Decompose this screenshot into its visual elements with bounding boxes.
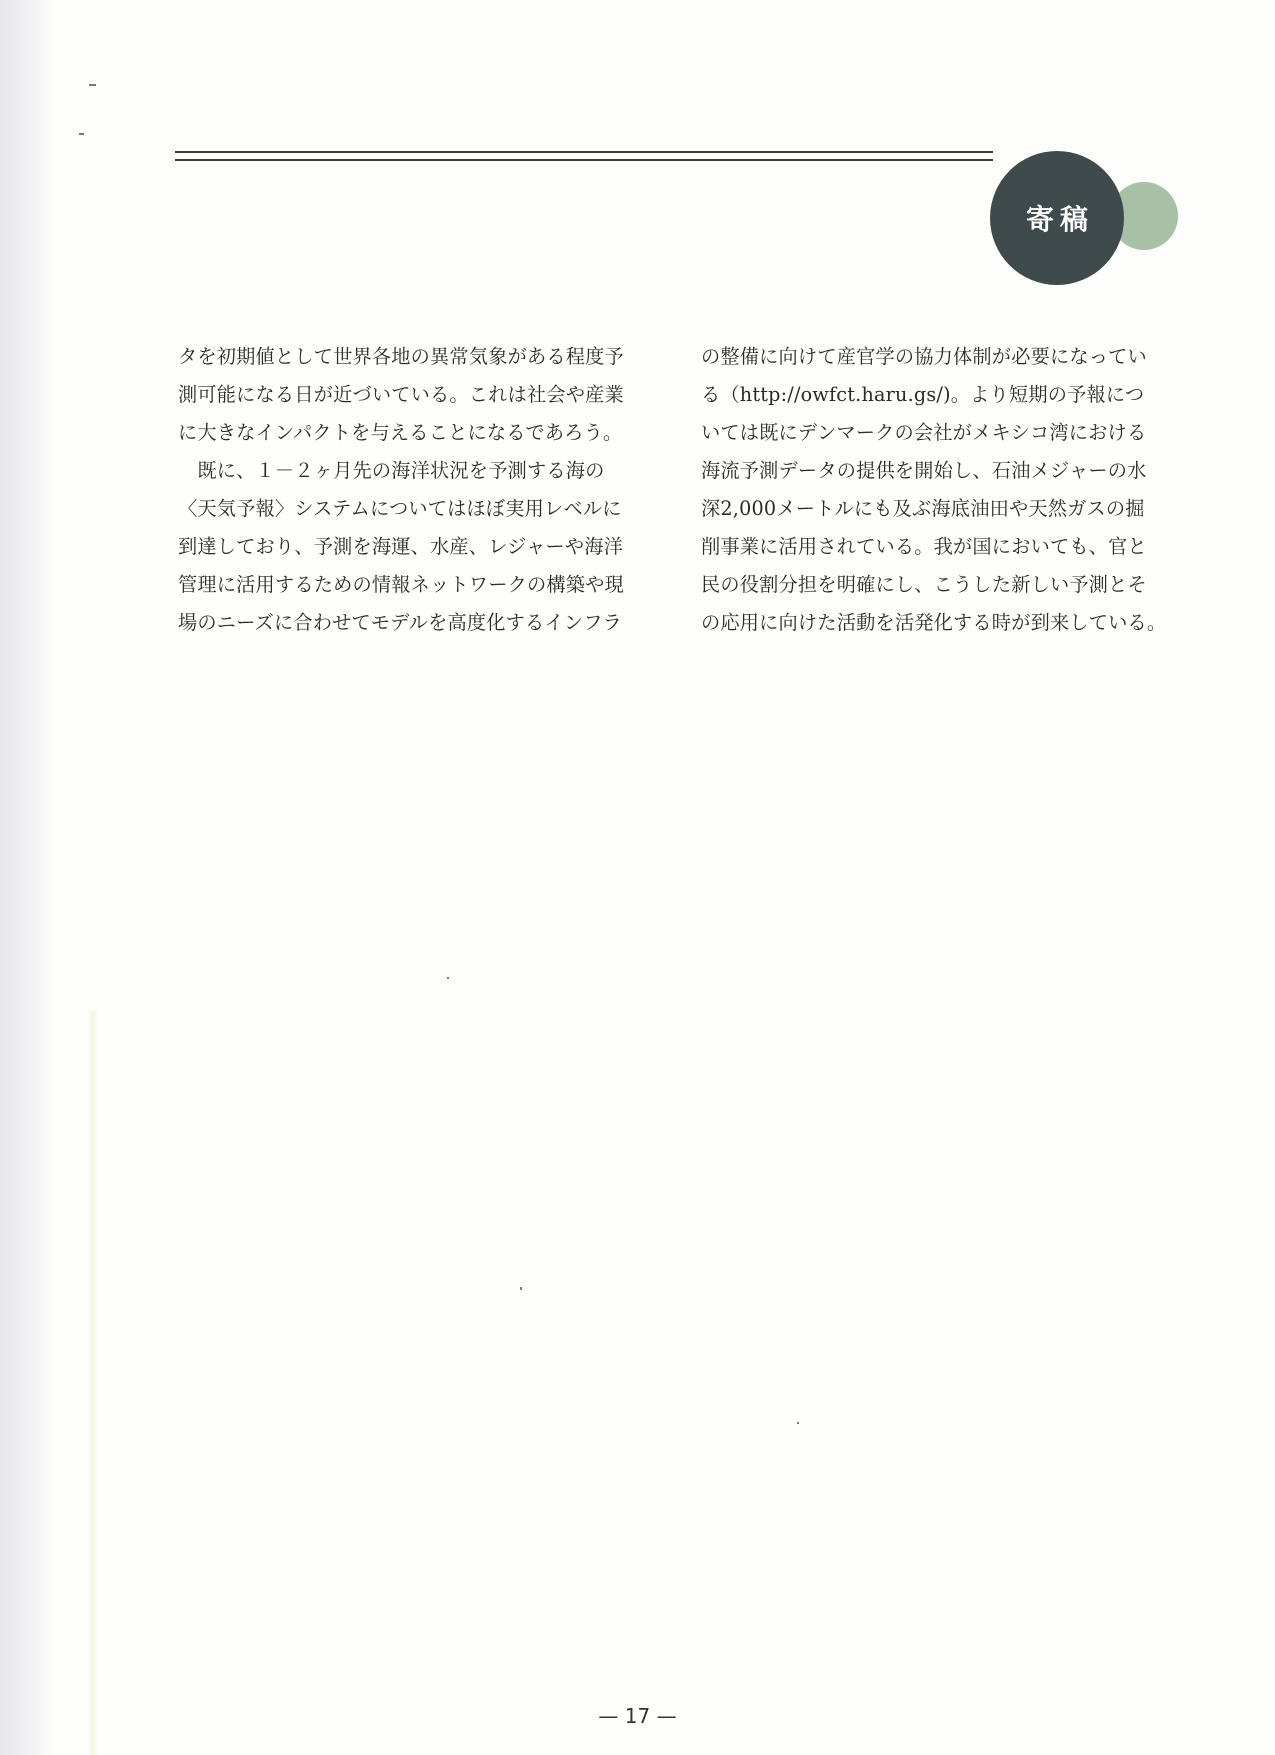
text-line: 場のニーズに合わせてモデルを高度化するインフラ [178,611,622,634]
article-column-left [178,338,663,642]
scan-speck [89,84,96,86]
text-line: 測可能になる日が近づいている。これは社会や産業 [178,383,624,406]
text-line: 削事業に活用されている。我が国においても、官と [701,535,1147,558]
text-line: 海流予測データの提供を開始し、石油メジャーの水 [701,459,1147,482]
scan-speck [79,133,84,135]
scan-speck [520,1287,522,1290]
text-line: 到達しており、予測を海運、水産、レジャーや海洋 [178,535,624,558]
scan-speck [797,1422,799,1424]
text-line: 〈天気予報〉システムについてはほぼ実用レベルに [178,497,622,520]
text-line: 深2,000メートルにも及ぶ海底油田や天然ガスの掘 [701,497,1145,520]
page-number: — 17 — [598,1704,677,1728]
text-line: 既に、１－２ヶ月先の海洋状況を予測する海の [178,459,605,482]
text-line: の応用に向けた活動を活発化する時が到来している。 [701,611,1167,634]
section-badge [990,151,1180,286]
article-column-right [701,338,1186,642]
scan-speck [447,977,449,979]
text-line: 管理に活用するための情報ネットワークの構築や現 [178,573,624,596]
text-line-with-url: る（http://owfct.haru.gs/)。より短期の予報につ [701,383,1145,406]
section-label: 寄稿 [1025,203,1094,236]
text-line: に大きなインパクトを与えることになるであろう。 [178,421,623,444]
scan-tint [88,1010,98,1755]
badge-dark-circle [990,151,1124,285]
text-line: 民の役割分担を明確にし、こうした新しい予測とそ [701,573,1147,596]
scan-shadow [0,0,52,1755]
text-line: の整備に向けて産官学の協力体制が必要になってい [701,345,1147,368]
header-rule-top [175,151,993,153]
header-rule-bottom [175,159,993,161]
text-line: いては既にデンマークの会社がメキシコ湾における [701,421,1147,444]
text-line: タを初期値として世界各地の異常気象がある程度予 [178,345,624,368]
